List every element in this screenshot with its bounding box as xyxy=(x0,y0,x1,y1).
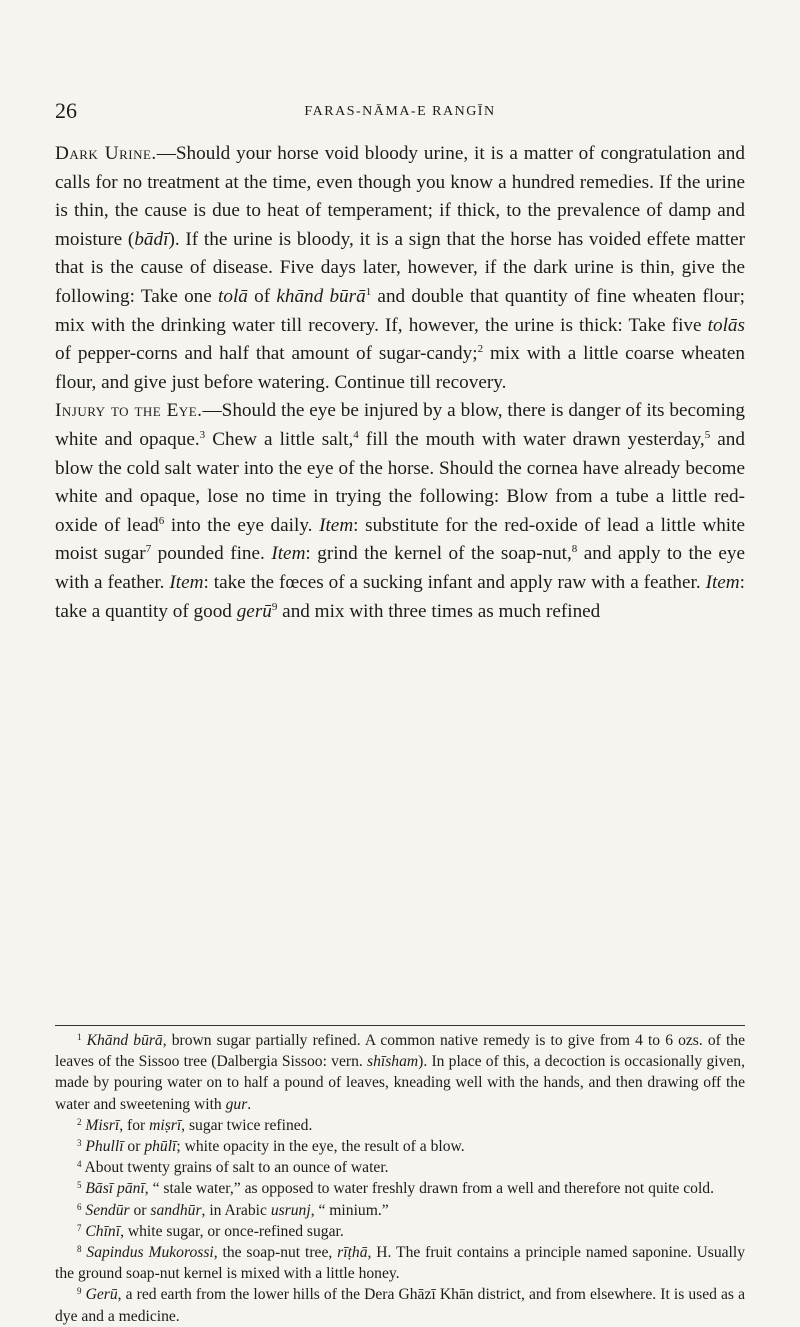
section-heading-dark-urine: Dark Urine. xyxy=(55,143,157,164)
footnote-number: 8 xyxy=(77,1244,82,1255)
italic-item: Item xyxy=(705,571,740,593)
text-run: or xyxy=(123,1138,145,1156)
italic-term: Chīnī xyxy=(85,1222,121,1240)
italic-term: Sapindus Mukorossi xyxy=(86,1244,214,1262)
footnote-ref: 2 xyxy=(477,343,484,356)
paragraph-eye-injury xyxy=(55,397,745,626)
running-title: FARAS-NĀMA-E RANGĪN xyxy=(304,104,496,119)
text-run: and apply to the eye with a feather. xyxy=(55,543,745,593)
footnote-ref: 3 xyxy=(199,428,206,441)
footnote-number: 5 xyxy=(77,1180,82,1191)
section-heading-eye-injury: Injury to the Eye. xyxy=(55,400,203,422)
italic-term: tolā xyxy=(218,285,248,307)
text-run: and blow the cold salt water into the eye of the horse. Should the cornea have already become white and opaque, lose no time in trying the following: Blow from a tube a little red-oxide of lead xyxy=(55,428,745,536)
text-run: of xyxy=(247,285,277,307)
page-number: 26 xyxy=(55,98,77,123)
footnote-ref: 8 xyxy=(571,543,578,556)
text-run: , white sugar, or once-refined sugar. xyxy=(120,1222,344,1240)
footnote-3 xyxy=(55,1136,745,1157)
footnote-1 xyxy=(55,1030,745,1115)
footnote-ref: 5 xyxy=(704,428,711,441)
text-run: Chew a little salt, xyxy=(205,428,354,450)
italic-term: Sendūr xyxy=(85,1201,130,1219)
footnote-6 xyxy=(55,1200,745,1221)
italic-term: miṣrī xyxy=(149,1116,182,1134)
italic-term: gur xyxy=(225,1095,248,1113)
italic-term: sandhūr xyxy=(150,1201,202,1219)
italic-term: khānd būrā xyxy=(276,285,366,307)
footnote-ref: 1 xyxy=(365,285,372,298)
footnote-4 xyxy=(55,1157,745,1178)
text-run: , in Arabic xyxy=(201,1201,271,1219)
footnote-number: 7 xyxy=(77,1222,82,1233)
text-run: . xyxy=(247,1095,252,1113)
footnote-number: 6 xyxy=(77,1201,82,1212)
text-run: ). If the urine is bloody, it is a sign that the horse has voided effete matter that is the cause of disease. Five days later, however, if the dark urine is thin, give the following: Take one xyxy=(55,228,745,307)
text-run: , for xyxy=(119,1116,150,1134)
text-run: mix with a little coarse wheaten flour, and give just before watering. Continue till recovery. xyxy=(55,343,745,393)
main-text xyxy=(55,140,745,626)
footnote-7 xyxy=(55,1221,745,1242)
text-run: , H. The fruit contains a principle named saponine. Usually the ground soap-nut kernel is mixed with a little honey. xyxy=(55,1244,746,1283)
text-run: or xyxy=(129,1201,151,1219)
text-run: About twenty grains of salt to an ounce of water. xyxy=(84,1159,389,1177)
text-run: of pepper-corns and half that amount of sugar-candy; xyxy=(55,343,478,365)
text-run: ; white opacity in the eye, the result of a blow. xyxy=(176,1138,465,1156)
italic-item: Item xyxy=(319,514,354,536)
italic-term: Gerū xyxy=(85,1286,118,1304)
italic-term: Khānd būrā xyxy=(86,1032,163,1049)
footnote-ref: 9 xyxy=(271,600,278,613)
italic-term: bādī xyxy=(134,228,169,250)
footnote-ref: 4 xyxy=(353,428,359,441)
text-run: , a red earth from the lower hills of the Dera Ghāzī Khān district, and from elsewhere. It is used as a dye and a medicine. xyxy=(55,1286,746,1325)
italic-term: shīsham xyxy=(367,1053,419,1071)
page-header xyxy=(55,98,745,128)
text-run: fill the mouth with water drawn yesterday, xyxy=(358,428,705,450)
italic-term: Misrī xyxy=(85,1116,120,1134)
footnote-number: 3 xyxy=(77,1138,82,1149)
text-run: : grind the kernel of the soap-nut, xyxy=(305,543,572,565)
text-run: , brown sugar partially refined. A common native remedy is to give from 4 to 6 ozs. of the leaves of the Sissoo tree (Dalbergia Sissoo: vern. xyxy=(55,1032,745,1071)
italic-term: usrunj xyxy=(270,1201,311,1219)
text-run: : take the fœces of a sucking infant and apply raw with a feather. xyxy=(203,571,706,593)
text-run: —Should your horse void bloody urine, it is a matter of congratulation and calls for no treatment at the time, even though you know a hundred remedies. If the urine is thin, the cause is due to heat of temperament; if thick, to the prevalence of damp and moisture ( xyxy=(55,143,745,250)
text-run: and mix with three times as much refined xyxy=(277,600,601,622)
paragraph-dark-urine xyxy=(55,140,745,397)
footnote-ref: 7 xyxy=(145,543,152,556)
footnote-9 xyxy=(55,1284,745,1326)
text-run: : take a quantity of good xyxy=(55,571,745,622)
footnote-number: 9 xyxy=(77,1286,82,1297)
footnote-divider xyxy=(55,1025,745,1026)
footnote-number: 1 xyxy=(77,1032,82,1042)
footnotes xyxy=(55,1030,745,1327)
italic-item: Item xyxy=(271,543,306,565)
footnote-ref: 6 xyxy=(158,514,165,527)
text-run: : substitute for the red-oxide of lead a little white moist sugar xyxy=(55,514,745,565)
italic-term: Bāsī pānī xyxy=(85,1180,145,1198)
footnote-2 xyxy=(55,1115,745,1136)
italic-term: tolās xyxy=(707,314,745,336)
italic-term: Phullī xyxy=(85,1138,124,1156)
text-run: ). In place of this, a decoction is occasionally given, made by pouring water on to half a pound of leaves, kneading well with the hands, and then drawing off the water and sweetening with xyxy=(55,1053,745,1113)
italic-term: gerū xyxy=(236,600,272,622)
italic-term: phūlī xyxy=(144,1138,177,1156)
text-run: , the soap-nut tree, xyxy=(213,1244,338,1262)
text-run: into the eye daily. xyxy=(164,514,320,536)
text-run: , “ minium.” xyxy=(310,1201,389,1219)
footnote-number: 2 xyxy=(77,1116,82,1127)
footnote-8 xyxy=(55,1242,745,1284)
text-run: pounded fine. xyxy=(151,543,272,565)
italic-term: rīṭhā xyxy=(337,1244,368,1262)
text-run: , “ stale water,” as opposed to water freshly drawn from a well and therefore not quite cold. xyxy=(144,1180,714,1198)
text-run: —Should the eye be injured by a blow, there is danger of its becoming white and opaque. xyxy=(55,400,746,450)
italic-item: Item xyxy=(169,571,204,593)
footnote-number: 4 xyxy=(77,1159,82,1170)
footnote-5 xyxy=(55,1178,745,1199)
text-run: , sugar twice refined. xyxy=(181,1116,313,1134)
text-run: and double that quantity of fine wheaten flour; mix with the drinking water till recovery. If, however, the urine is thick: Take five xyxy=(55,285,746,336)
